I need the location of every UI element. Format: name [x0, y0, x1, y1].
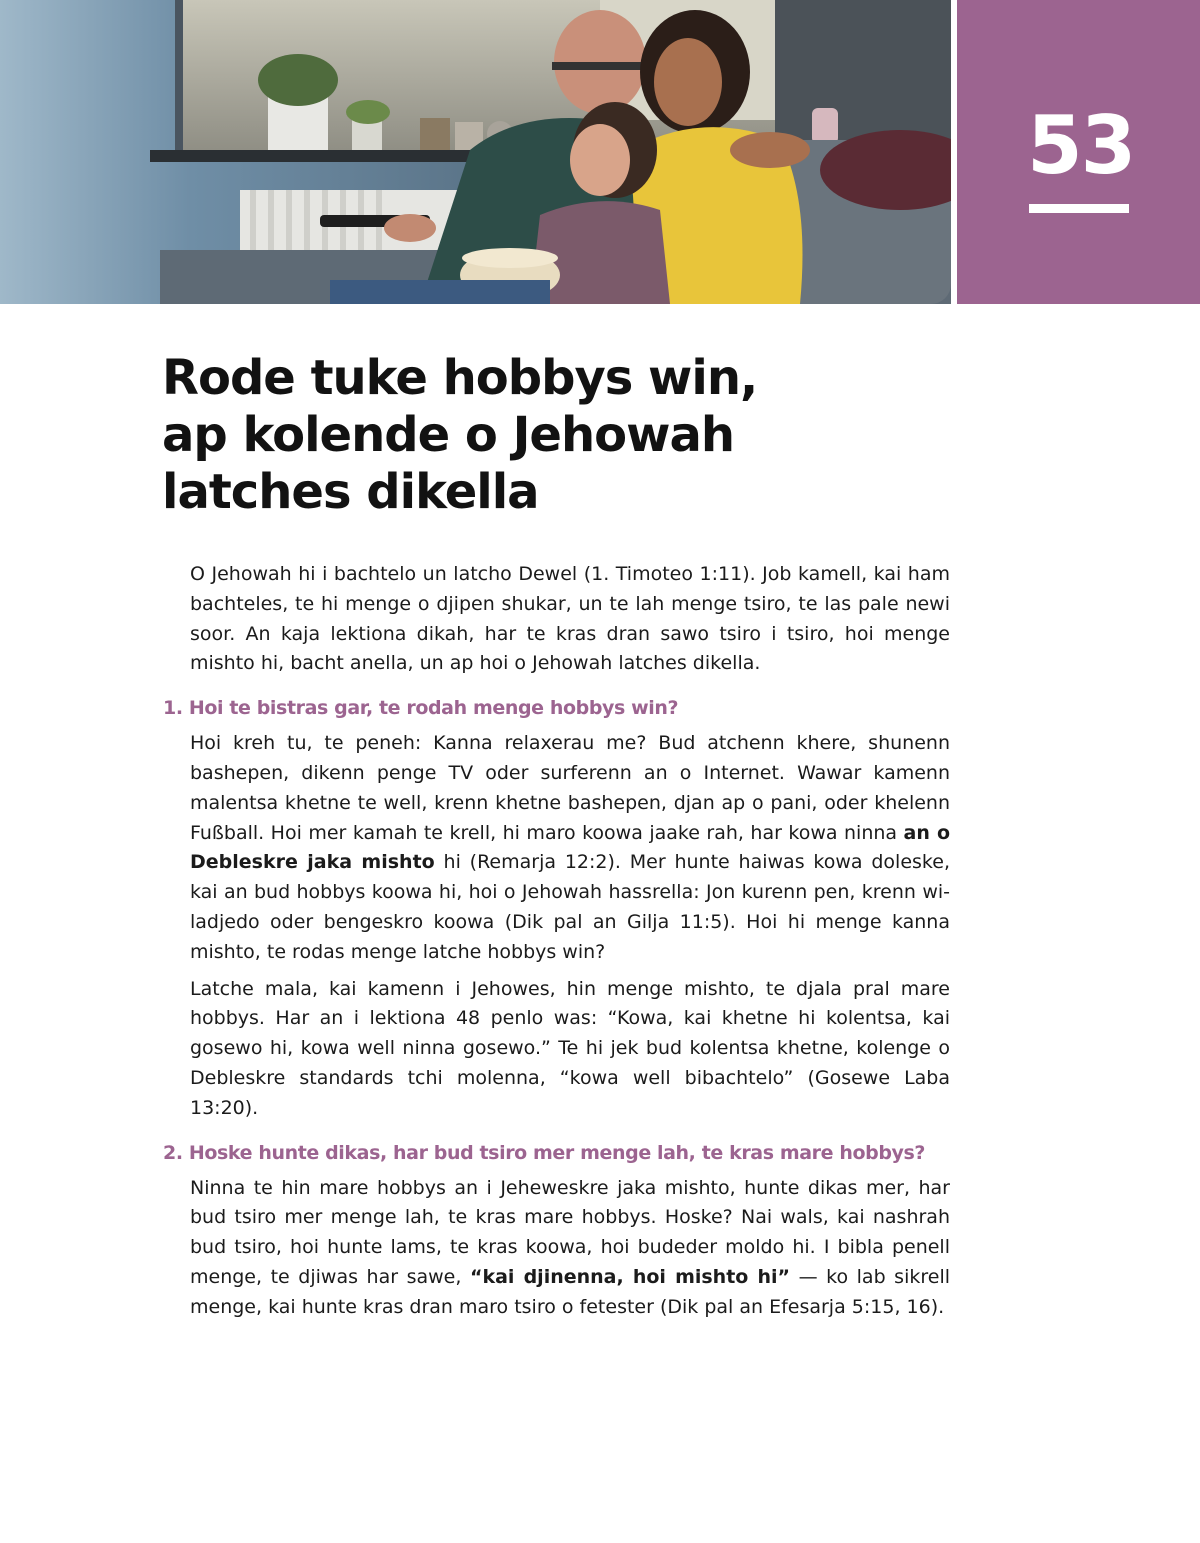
section-1-paragraph-1: [190, 729, 950, 967]
title-line: latches dikella: [162, 464, 539, 520]
lesson-title: [162, 350, 782, 521]
bold-phrase: an o Debleskre jaka mishto: [190, 821, 951, 874]
text-run: — ko lab sikrell menge, kai hunte kras dran maro tsiro o fetester (Dik pal an Efesarja 5:15, 16).: [190, 1265, 951, 1318]
section-1-paragraph-2: Latche mala, kai kamenn i Jehowes, hin menge mishto, te djala pral mare hobbys. Har an i lektiona 48 penlo was: “Kowa, kai khetne hi kolentsa, kai gosewo hi, kowa well ninna gosewo.” Te hi jek bud kolentsa khetne, kolenge o Debleskre standards tchi molenna, “kowa well bibachtelo” (Gosewe Laba 13:20).: [190, 977, 950, 1119]
text-run: Ninna te hin mare hobbys an i Jeheweskre jaka mishto, hunte dikas mer, har bud tsiro mer menge lah, te kras mare hobbys. Hoske? Nai wals, kai nashrah bud tsiro, hoi hunte lams, te kras koowa, hoi budeder moldo hi. I bibla penell menge, te djiwas har sawe,: [190, 1176, 950, 1288]
text-run: Hoi kreh tu, te peneh: Kanna relaxerau me? Bud atchenn khere, shunenn bashepen, dikenn penge TV oder surferenn an o Internet. Wawar kamenn malentsa khetne te well, krenn khetne bashepen, djan ap o pani, oder khelenn Fußball. Hoi mer kamah te krell, hi maro koowa jaake rah, har kowa ninna: [190, 732, 950, 844]
text-run: hi (Remarja 12:2). Mer hunte haiwas kowa doleske, kai an bud hobbys koowa hi, hoi o Jehowah hassrella: Jon kurenn pen, krenn wi-ladjedo oder bengeskro koowa (Dik pal an Gilja 11:5). Hoi hi menge kanna mishto, te rodas menge latche hobbys win?: [190, 851, 950, 963]
hero-photo: [0, 0, 951, 304]
lesson-content: [163, 560, 951, 1323]
intro-paragraph: O Jehowah hi i bachtelo un latcho Dewel (1. Timoteo 1:11). Job kamell, kai ham bachteles, te hi menge o djipen shukar, un te lah menge tsiro, te las pale newi soor. An kaja lektiona dikah, har te kras dran sawo tsiro i tsiro, hoi menge mishto hi, bacht anella, un ap hoi o Jehowah latches dikella.: [190, 563, 950, 675]
title-line: Rode tuke hobbys win,: [162, 350, 758, 406]
question-heading-2: 2. Hoske hunte dikas, har bud tsiro mer menge lah, te kras mare hobbys?: [163, 1141, 926, 1164]
lesson-number: 53: [1027, 99, 1135, 192]
bold-phrase: “kai djinenna, hoi mishto hi”: [469, 1265, 791, 1288]
title-line: ap kolende o Jehowah: [162, 407, 735, 463]
question-heading-1: 1. Hoi te bistras gar, te rodah menge hobbys win?: [163, 697, 679, 720]
section-2-paragraph-1: [190, 1174, 950, 1323]
lesson-number-underline: [1029, 204, 1129, 213]
